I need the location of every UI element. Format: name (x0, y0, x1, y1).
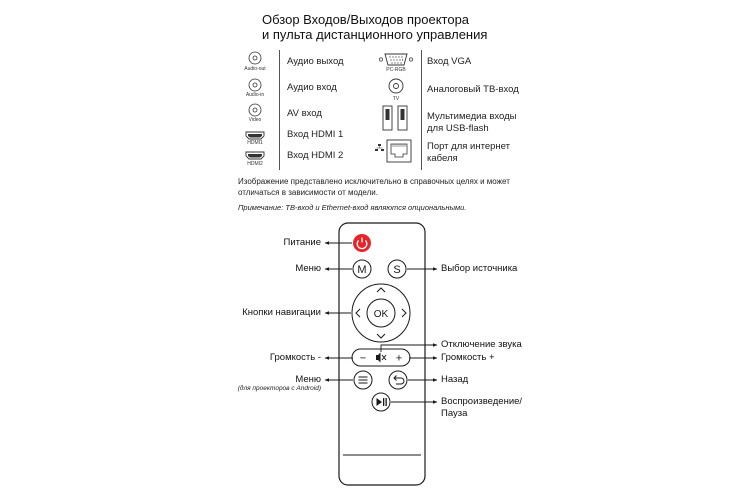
source-button[interactable] (388, 260, 406, 278)
port-label-hdmi1: Вход HDMI 1 (287, 129, 344, 140)
icon-caption: HDMI2 (247, 161, 263, 167)
icon-caption: TV (392, 96, 400, 102)
port-label-usb-line2: для USB-flash (427, 123, 489, 134)
disclaimer-line2: отличаться в зависимости от модели. (238, 188, 378, 197)
icon-caption: PC-RGB (386, 67, 406, 73)
vga-port-icon (379, 54, 412, 65)
hdmi-port-icon (246, 152, 264, 159)
ethernet-port-icon (375, 140, 411, 162)
power-button[interactable] (353, 234, 371, 252)
audio-jack-icon (249, 52, 261, 64)
hdmi-port-icon (246, 132, 264, 139)
volume-up-button[interactable]: + (395, 352, 403, 365)
port-label-hdmi2: Вход HDMI 2 (287, 150, 344, 161)
disclaimer-line1: Изображение представлено исключительно в справочных целях и может (238, 177, 510, 186)
label-play-pause (441, 396, 522, 420)
title-line-2: и пульта дистанционного управления (262, 27, 488, 42)
menu-button-label: M (357, 264, 367, 276)
disclaimer (238, 176, 510, 198)
port-label-ethernet (427, 141, 510, 165)
port-label-av: AV вход (287, 108, 322, 119)
label-android-menu (238, 374, 321, 392)
port-label-vga: Вход VGA (427, 56, 472, 67)
label-power: Питание (283, 237, 321, 248)
icon-caption: Audio-in (245, 92, 265, 98)
icon-caption: Audio-out (244, 66, 266, 72)
source-button-label: S (393, 264, 401, 276)
icon-caption: Video (248, 117, 262, 123)
label-back: Назад (441, 374, 469, 385)
play-pause-button[interactable] (372, 393, 390, 411)
page-title (262, 12, 487, 42)
port-label-usb (427, 111, 517, 135)
label-navigation: Кнопки навигации (242, 307, 321, 318)
audio-jack-icon (249, 79, 261, 91)
divider (279, 50, 280, 170)
port-label-audio-out: Аудио выход (287, 56, 344, 67)
label-android-menu-sub: (для проекторов с Android) (237, 385, 321, 392)
port-label-ethernet-line1: Порт для интернет (427, 141, 510, 152)
usb-port-icon (383, 106, 407, 130)
label-android-menu-title: Меню (295, 374, 321, 385)
label-volume-up: Громкость + (441, 352, 495, 363)
menu-button[interactable] (353, 260, 371, 278)
tv-jack-icon (389, 79, 403, 93)
network-icon (375, 144, 384, 151)
label-volume-down: Громкость - (269, 352, 321, 363)
port-label-audio-in: Аудио вход (287, 82, 337, 93)
port-label-tv: Аналоговый ТВ-вход (427, 84, 519, 95)
port-label-usb-line1: Мультимедиа входы (427, 111, 517, 122)
port-label-ethernet-line2: кабеля (427, 153, 458, 164)
remark: Примечание: ТВ-вход и Ethernet-вход являются опциональными. (238, 203, 467, 212)
label-mute: Отключение звука (441, 339, 522, 350)
back-button[interactable] (389, 371, 407, 389)
navigation-pad[interactable] (352, 284, 410, 342)
title-line-1: Обзор Входов/Выходов проектора (262, 12, 470, 27)
label-play-pause-line2: Пауза (441, 408, 468, 419)
android-menu-button[interactable] (354, 371, 372, 389)
label-menu: Меню (295, 263, 321, 274)
video-jack-icon (249, 104, 261, 116)
divider (421, 50, 422, 170)
label-play-pause-line1: Воспроизведение/ (441, 396, 523, 407)
label-source: Выбор источника (441, 263, 518, 274)
ok-button-label: OK (373, 309, 389, 320)
volume-down-button[interactable]: − (359, 352, 367, 365)
icon-caption: HDMI1 (247, 140, 263, 146)
